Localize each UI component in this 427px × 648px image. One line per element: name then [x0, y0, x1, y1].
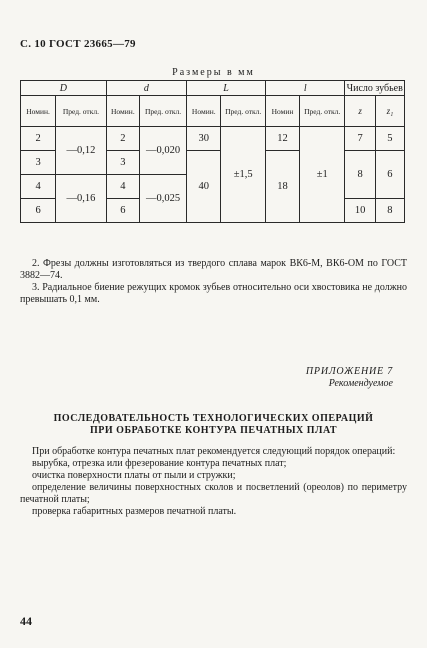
table-cell: ±1	[300, 127, 345, 223]
appendix-title: ПРИЛОЖЕНИЕ 7	[305, 366, 393, 377]
table-cell: 2	[21, 127, 56, 151]
table-cell: ±1,5	[221, 127, 266, 223]
table-cell: 8	[345, 151, 375, 199]
table-cell: 4	[21, 175, 56, 199]
page-header: С. 10 ГОСТ 23665—79	[20, 38, 136, 50]
body-paragraph: При обработке контура печатных плат рекомендуется следующий порядок операций:	[32, 446, 396, 457]
section-title-line-1: ПОСЛЕДОВАТЕЛЬНОСТЬ ТЕХНОЛОГИЧЕСКИХ ОПЕРАЦИЙ	[53, 413, 374, 424]
table-notes	[20, 258, 407, 306]
subheader-z: z	[345, 96, 375, 127]
subheader-d-nom: Номин.	[106, 96, 139, 127]
header-L: L	[187, 81, 266, 96]
subheader-l-nom: Номин	[266, 96, 300, 127]
table-cell: 6	[21, 199, 56, 223]
dimensions-table	[20, 80, 405, 223]
table-cell: 3	[21, 151, 56, 175]
header-teeth-count: Число зубьев	[346, 82, 403, 94]
body-paragraph: вырубка, отрезка или фрезерование контура печатных плат;	[32, 458, 287, 469]
note-3: 3. Радиальное биение режущих кромок зубьев относительно оси хвостовика не должно превышать 0,1 мм.	[20, 282, 407, 305]
table-cell: 40	[187, 151, 221, 223]
note-2: 2. Фрезы должны изготовляться из твердого сплава марок ВК6-М, ВК6-ОМ по ГОСТ 3882—74.	[20, 258, 407, 281]
page-number: 44	[20, 614, 32, 628]
table-cell: —0,16	[56, 175, 107, 223]
section-title	[0, 413, 427, 437]
table-cell: 4	[106, 175, 139, 199]
appendix-subtitle: Рекомендуемое	[328, 378, 393, 389]
table-cell: —0,025	[140, 175, 187, 223]
subheader-z1: z₁	[375, 96, 404, 127]
table-cell: 10	[345, 199, 375, 223]
subheader-D-dev: Пред. откл.	[56, 96, 107, 127]
section-title-line-2: ПРИ ОБРАБОТКЕ КОНТУРА ПЕЧАТНЫХ ПЛАТ	[90, 425, 337, 436]
table-cell: 2	[106, 127, 139, 151]
subheader-D-nom: Номин.	[21, 96, 56, 127]
subheader-d-dev: Пред. откл.	[140, 96, 187, 127]
table-cell: 7	[345, 127, 375, 151]
header-l: l	[266, 81, 345, 96]
header-D: D	[21, 81, 107, 96]
table-cell: 6	[375, 151, 404, 199]
subheader-L-dev: Пред. откл.	[221, 96, 266, 127]
table-caption: Размеры в мм	[172, 67, 255, 78]
table-cell: 18	[266, 151, 300, 223]
body-paragraph: проверка габаритных размеров печатной платы.	[32, 506, 237, 517]
appendix-label	[306, 366, 393, 390]
table-cell: 5	[375, 127, 404, 151]
body-text	[20, 446, 407, 518]
table-cell: —0,12	[56, 127, 107, 175]
body-paragraph: очистка поверхности платы от пыли и стружки;	[32, 470, 236, 481]
table-cell: —0,020	[140, 127, 187, 175]
table-cell: 12	[266, 127, 300, 151]
body-paragraph: определение величины поверхностных сколов и посветлений (ореолов) по периметру печатной платы;	[20, 482, 407, 505]
subheader-l-dev: Пред. откл.	[300, 96, 345, 127]
subheader-L-nom: Номин.	[187, 96, 221, 127]
table-cell: 3	[106, 151, 139, 175]
table-cell: 30	[187, 127, 221, 151]
table-cell: 6	[106, 199, 139, 223]
header-d: d	[106, 81, 186, 96]
table-cell: 8	[375, 199, 404, 223]
